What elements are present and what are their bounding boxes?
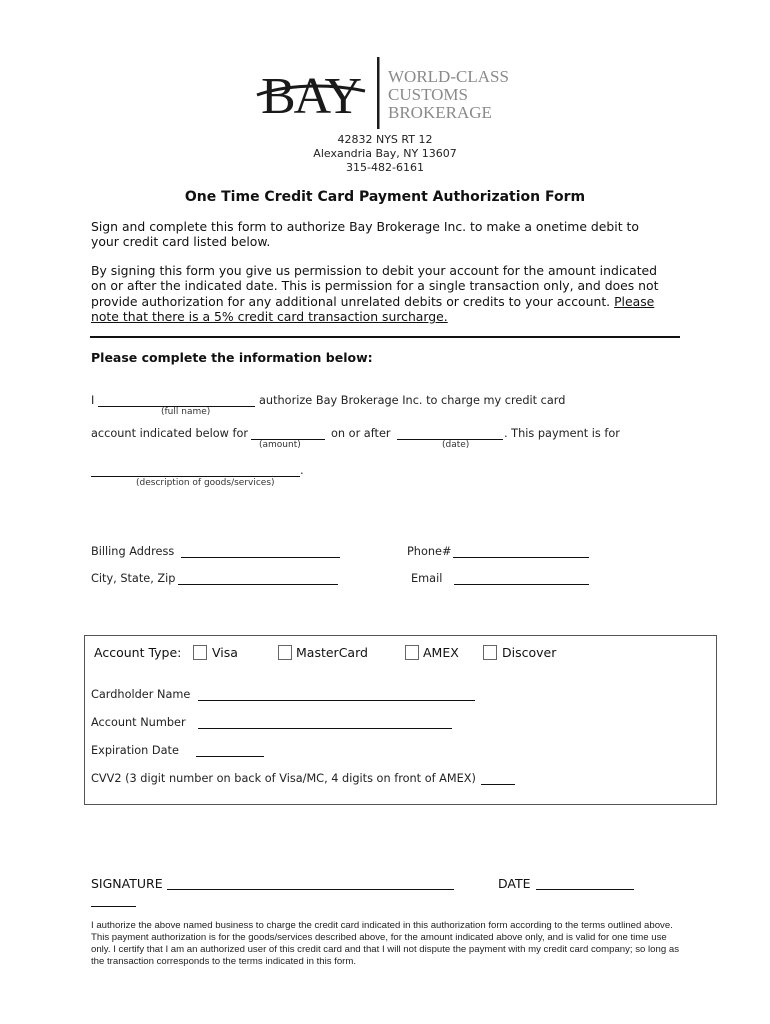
account-number-field[interactable] xyxy=(198,728,452,729)
page-title: One Time Credit Card Payment Authorization Form xyxy=(184,189,586,205)
description-period: . xyxy=(300,464,304,477)
city-state-zip-field[interactable] xyxy=(178,584,338,585)
account-type-label: Account Type: xyxy=(94,645,182,660)
permission-line-3 xyxy=(91,294,681,309)
logo-line-3: BROKERAGE xyxy=(388,103,492,122)
section-divider xyxy=(90,336,680,338)
amex-checkbox[interactable] xyxy=(405,645,419,660)
visa-label: Visa xyxy=(212,645,238,660)
discover-checkbox[interactable] xyxy=(483,645,497,660)
auth-text-3: on or after xyxy=(331,427,391,440)
address-street: 42832 NYS RT 12 xyxy=(337,133,433,146)
logo-bay-text: BAY xyxy=(261,68,361,125)
caption-full-name: (full name) xyxy=(161,407,211,417)
logo-line-2: CUSTOMS xyxy=(388,85,468,104)
cvv-field[interactable] xyxy=(481,784,515,785)
auth-text-1: authorize Bay Brokerage Inc. to charge my credit card xyxy=(259,394,566,407)
cardholder-name-field[interactable] xyxy=(198,700,475,701)
auth-prefix: I xyxy=(91,394,95,407)
description-field[interactable] xyxy=(91,476,300,477)
expiration-date-field[interactable] xyxy=(196,756,264,757)
cardholder-name-label: Cardholder Name xyxy=(91,688,191,701)
mastercard-checkbox[interactable] xyxy=(278,645,292,660)
amex-label: AMEX xyxy=(423,645,459,660)
surcharge-note: note that there is a 5% credit card transaction surcharge. xyxy=(91,309,448,325)
logo-divider xyxy=(377,57,380,129)
company-logo xyxy=(255,55,515,131)
cvv-label: CVV2 (3 digit number on back of Visa/MC, 4 digits on front of AMEX) xyxy=(91,772,476,785)
address-phone: 315-482-6161 xyxy=(346,161,424,174)
permission-line-1: By signing this form you give us permission to debit your account for the amount indicated xyxy=(91,263,658,278)
auth-text-2: account indicated below for xyxy=(91,427,249,440)
permission-line-2: on or after the indicated date. This is permission for a single transaction only, and does not xyxy=(91,278,659,294)
signature-label: SIGNATURE xyxy=(91,876,163,891)
account-number-label: Account Number xyxy=(91,716,186,729)
date-label: DATE xyxy=(498,876,531,891)
permission-line-3-text: provide authorization for any additional unrelated debits or credits to your account. xyxy=(91,293,611,309)
signature-field-continuation xyxy=(91,906,136,907)
bay-logo-graphic xyxy=(255,55,515,131)
billing-address-label: Billing Address xyxy=(91,545,175,558)
caption-amount: (amount) xyxy=(259,440,301,450)
mastercard-label: MasterCard xyxy=(296,645,368,660)
signature-date-field[interactable] xyxy=(536,889,634,890)
email-field[interactable] xyxy=(454,584,589,585)
email-label: Email xyxy=(411,572,443,585)
intro-line-1: Sign and complete this form to authorize Bay Brokerage Inc. to make a onetime debit to xyxy=(91,219,639,234)
billing-address-field[interactable] xyxy=(181,557,340,558)
intro-paragraph xyxy=(91,219,681,250)
fine-print: I authorize the above named business to charge the credit card indicated in this authorization form according to the terms outlined above. This payment authorization is for the goods/services described above, for the amount indicated above only, and is valid for one time use only. I certify that I am an authorized user of this credit card and that I will not dispute the payment with my credit card company; so long as the transaction corresponds to the terms indicated in this form. xyxy=(91,920,679,967)
permission-paragraph xyxy=(91,263,681,325)
signature-field[interactable] xyxy=(167,889,454,890)
visa-checkbox[interactable] xyxy=(193,645,207,660)
phone-label: Phone# xyxy=(407,545,452,558)
caption-description: (description of goods/services) xyxy=(136,478,275,488)
city-state-zip-label: City, State, Zip xyxy=(91,572,176,585)
address-city: Alexandria Bay, NY 13607 xyxy=(313,147,457,160)
surcharge-note-start: Please xyxy=(614,293,655,309)
discover-label: Discover xyxy=(502,645,557,660)
intro-line-2: your credit card listed below. xyxy=(91,234,271,250)
section-heading: Please complete the information below: xyxy=(91,350,373,365)
logo-line-1: WORLD-CLASS xyxy=(388,67,509,86)
caption-date: (date) xyxy=(442,440,470,450)
auth-text-4: . This payment is for xyxy=(504,427,620,440)
phone-field[interactable] xyxy=(453,557,589,558)
expiration-date-label: Expiration Date xyxy=(91,744,179,757)
